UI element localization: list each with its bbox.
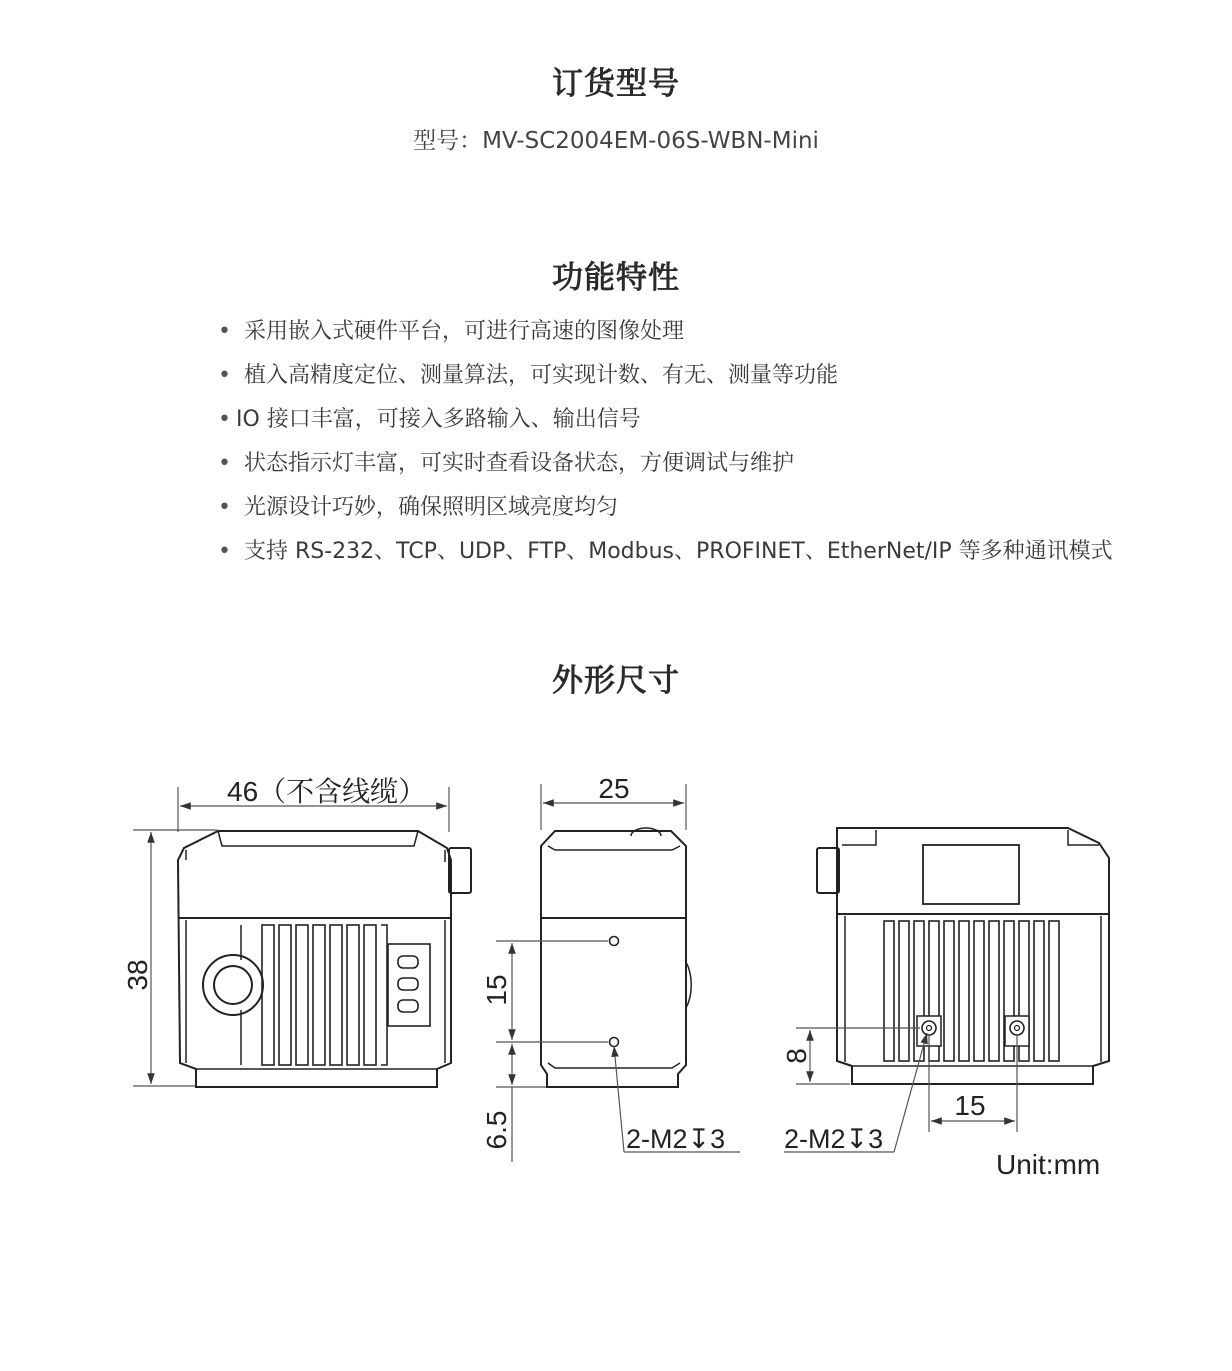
bottom-offset-label: 6.5 [481, 1110, 512, 1150]
lens-ring [203, 955, 263, 1015]
list-item: • IO 接口丰富，可接入多路输入、输出信号 [218, 407, 641, 432]
rear-spacing-label: 15 [954, 1090, 986, 1121]
hole-spacing-label: 15 [481, 974, 512, 1006]
front-vents [262, 925, 387, 1065]
unit-label: Unit:mm [996, 1149, 1101, 1180]
mount-hole [610, 1038, 619, 1047]
rear-view [817, 828, 1109, 1084]
list-item: • 植入高精度定位、测量算法，可实现计数、有无、测量等功能 [218, 363, 839, 388]
features-title: 功能特性 [552, 260, 680, 296]
indicator-light [398, 978, 418, 990]
side-body-outline [541, 831, 686, 1087]
front-view [178, 831, 471, 1087]
mount-hole [610, 937, 619, 946]
indicator-light [398, 956, 418, 968]
list-item: • 状态指示灯丰富，可实时查看设备状态，方便调试与维护 [218, 451, 795, 476]
rear-height-label: 8 [781, 1048, 812, 1064]
list-item: • 采用嵌入式硬件平台，可进行高速的图像处理 [218, 319, 685, 344]
rear-body-outline [837, 828, 1109, 1084]
cable-stub [449, 848, 471, 893]
width-dimension-label: 46（不含线缆） [227, 776, 427, 807]
order-model-title: 订货型号 [552, 66, 680, 102]
depth-dimension-label: 25 [598, 773, 630, 804]
list-item: • 支持 RS-232、TCP、UDP、FTP、Modbus、PROFINET、EtherNet/IP 等多种通讯模式 [218, 539, 1113, 564]
side-view [541, 828, 691, 1087]
rear-thread-label: 2-M2↧3 [784, 1124, 884, 1154]
rear-vents [884, 921, 1059, 1061]
cable-stub [817, 848, 839, 893]
list-item: • 光源设计巧妙，确保照明区域亮度均匀 [218, 495, 619, 520]
side-thread-label: 2-M2↧3 [626, 1124, 726, 1154]
model-number: 型号：MV-SC2004EM-06S-WBN-Mini [413, 128, 819, 154]
label-window [923, 845, 1019, 904]
height-dimension-label: 38 [122, 959, 153, 991]
indicator-light [398, 1000, 418, 1012]
lens-inner [214, 966, 252, 1004]
dimensions-title: 外形尺寸 [552, 663, 680, 699]
